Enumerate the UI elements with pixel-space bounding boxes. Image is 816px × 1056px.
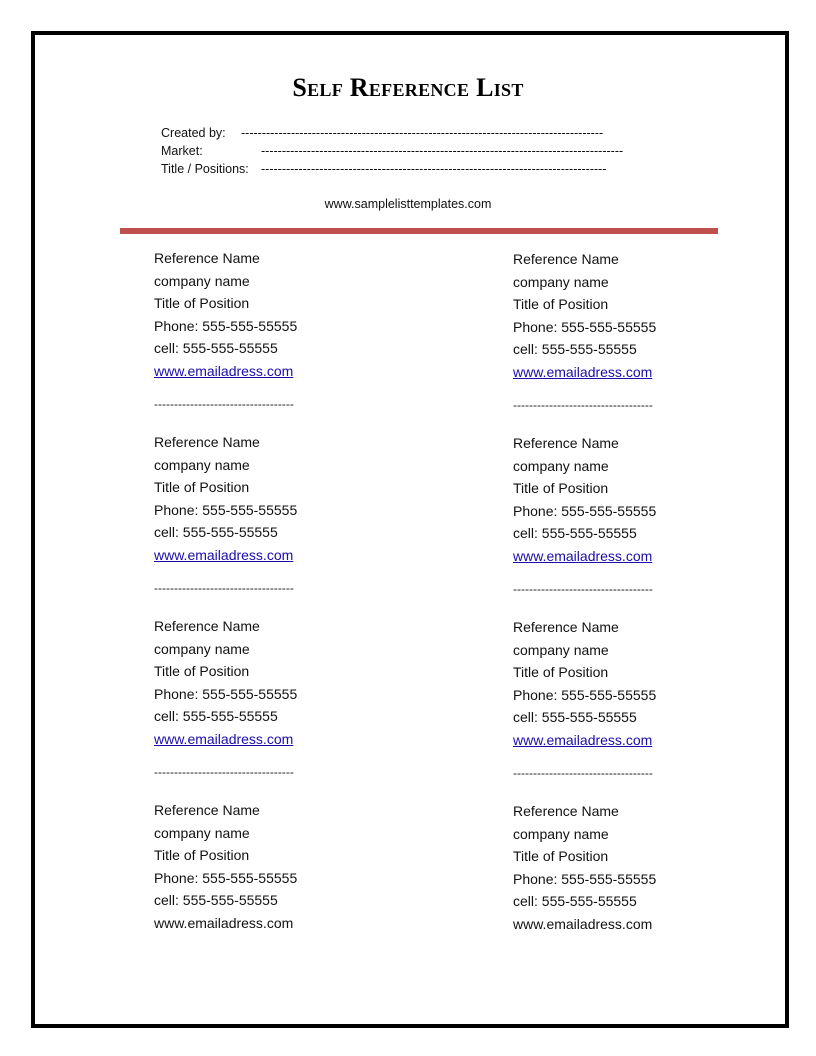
accent-rule (120, 228, 718, 234)
company-name: company name (513, 273, 609, 290)
reference-name: Reference Name (154, 434, 260, 450)
reference-name: Reference Name (513, 251, 619, 267)
title-positions-label: Title / Positions: (161, 162, 249, 176)
page-title: Self Reference List (292, 73, 524, 102)
entry-separator: ----------------------------------- (154, 397, 294, 411)
reference-name: Reference Name (154, 618, 260, 634)
position-title: Title of Position (513, 480, 609, 496)
company-name: company name (513, 825, 609, 842)
cell-number: cell: 555-555-55555 (513, 709, 637, 725)
reference-name: Reference Name (154, 802, 260, 818)
title-positions-field (161, 162, 607, 176)
website-url: www.samplelisttemplates.com (324, 197, 492, 211)
phone-number: Phone: 555-555-55555 (513, 318, 657, 335)
page-border (31, 31, 789, 1028)
email-address[interactable]: www.emailadress.com (513, 363, 653, 380)
company-name: company name (513, 641, 609, 658)
cell-number: cell: 555-555-55555 (154, 340, 278, 356)
company-name: company name (154, 272, 250, 289)
entry-separator: ----------------------------------- (154, 765, 294, 779)
reference-name: Reference Name (513, 435, 619, 451)
phone-number: Phone: 555-555-55555 (154, 685, 298, 702)
company-name: company name (154, 640, 250, 657)
market-field (161, 144, 624, 158)
position-title: Title of Position (154, 847, 250, 863)
email-address[interactable]: www.emailadress.com (513, 547, 653, 564)
cell-number: cell: 555-555-55555 (513, 341, 637, 357)
phone-number: Phone: 555-555-55555 (154, 501, 298, 518)
market-label: Market: (161, 144, 203, 158)
email-address[interactable]: www.emailadress.com (513, 731, 653, 748)
company-name: company name (154, 456, 250, 473)
entry-separator: ----------------------------------- (513, 582, 653, 596)
cell-number: cell: 555-555-55555 (513, 525, 637, 541)
company-name: company name (513, 457, 609, 474)
email-address[interactable]: www.emailadress.com (154, 546, 294, 563)
entry-separator: ----------------------------------- (513, 766, 653, 780)
title-positions-blank: ----------------------------------------------------------------------------------- (261, 162, 607, 176)
email-address[interactable]: www.emailadress.com (154, 362, 294, 379)
cell-number: cell: 555-555-55555 (154, 524, 278, 540)
email-address: www.emailadress.com (154, 914, 294, 931)
email-address: www.emailadress.com (513, 915, 653, 932)
entry-separator: ----------------------------------- (513, 398, 653, 412)
reference-name: Reference Name (513, 803, 619, 819)
reference-name: Reference Name (154, 250, 260, 266)
position-title: Title of Position (513, 848, 609, 864)
phone-number: Phone: 555-555-55555 (154, 869, 298, 886)
position-title: Title of Position (154, 295, 250, 311)
created-by-blank: --------------------------------------------------------------------------------------- (241, 126, 604, 140)
phone-number: Phone: 555-555-55555 (513, 686, 657, 703)
created-by-label: Created by: (161, 126, 226, 140)
company-name: company name (154, 824, 250, 841)
position-title: Title of Position (513, 296, 609, 312)
position-title: Title of Position (154, 663, 250, 679)
reference-name: Reference Name (513, 619, 619, 635)
position-title: Title of Position (513, 664, 609, 680)
phone-number: Phone: 555-555-55555 (513, 502, 657, 519)
phone-number: Phone: 555-555-55555 (154, 317, 298, 334)
email-address[interactable]: www.emailadress.com (154, 730, 294, 747)
position-title: Title of Position (154, 479, 250, 495)
cell-number: cell: 555-555-55555 (154, 708, 278, 724)
cell-number: cell: 555-555-55555 (513, 893, 637, 909)
market-blank: --------------------------------------------------------------------------------------- (261, 144, 624, 158)
created-by-field (161, 126, 604, 140)
phone-number: Phone: 555-555-55555 (513, 870, 657, 887)
cell-number: cell: 555-555-55555 (154, 892, 278, 908)
entry-separator: ----------------------------------- (154, 581, 294, 595)
